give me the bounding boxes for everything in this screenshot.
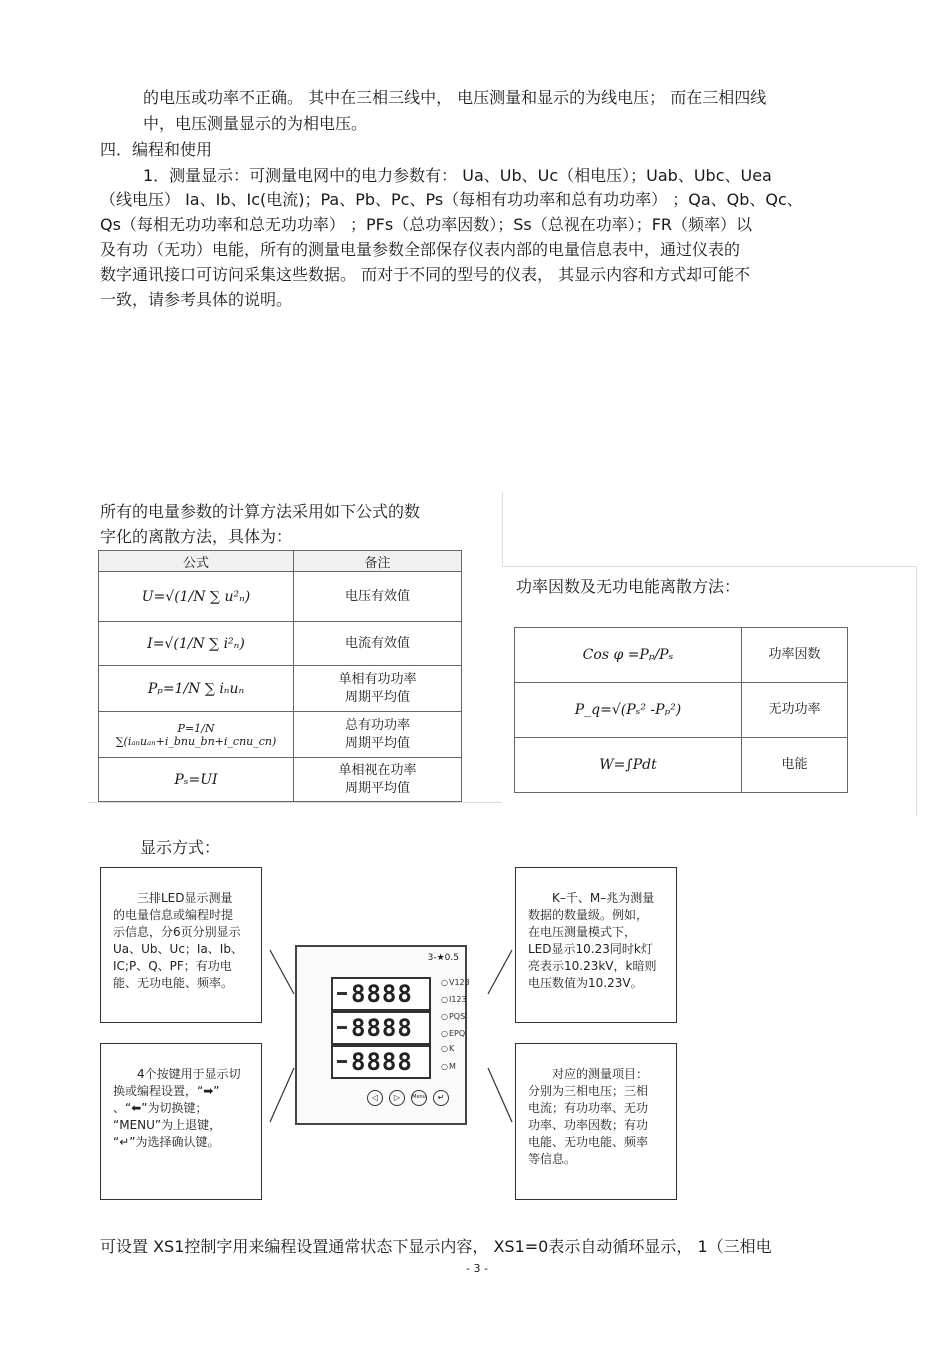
callout-line: 分别为三相电压；三相 [528, 1084, 649, 1098]
table-row [515, 628, 848, 683]
led-display-row-1: 8888 [331, 977, 431, 1011]
pf-title: 功率因数及无功电能离散方法： [516, 577, 741, 596]
led-indicator-epq: ○ EPQ [441, 1029, 465, 1038]
calc-text-line2: 字化的离散方法，具体为： [100, 527, 293, 546]
led-display-row-3: 8888 [331, 1045, 431, 1079]
text-line-1: 的电压或功率不正确。 其中在三相三线中， 电压测量和显示的为线电压； 而在三相四线 [143, 88, 767, 107]
pf-table [514, 627, 848, 793]
led-indicator-k: ○ K [441, 1044, 454, 1053]
formula-cell: Cos φ =Pₚ/Pₛ [515, 628, 742, 683]
table-row [99, 622, 462, 666]
meter-model: 3-★0.5 [427, 953, 459, 963]
para1-line5: 数字通讯接口可访问采集这些数据。 而对于不同的型号的仪表， 其显示内容和方式却可能不 [100, 265, 751, 284]
callout-line: 在电压测量模式下， [528, 925, 637, 939]
callout-top-left [100, 867, 262, 1023]
callout-line: 电能、无功电能、频率 [528, 1135, 649, 1149]
led-indicator-pqs: ○ PQS [441, 1012, 465, 1021]
note-line: 单相视在功率 [338, 762, 417, 778]
meter-panel [295, 945, 470, 1125]
divider [502, 566, 917, 567]
callout-line: Ua、Ub、Uc；Ia、Ib、 [113, 942, 243, 956]
para1-line2: （线电压） Ia、Ib、Ic(电流)；Pa、Pb、Pc、Ps（每相有功功率和总有功功率） ；Qa、Qb、Qc、 [100, 190, 803, 209]
note-line: 总有功功率 [344, 717, 410, 733]
callout-line: “MENU”为上退键， [113, 1118, 222, 1132]
page-number: - 3 - [466, 1262, 488, 1275]
table-row [99, 572, 462, 622]
para1-line4: 及有功（无功）电能，所有的测量电量参数全部保存仪表内部的电量信息表中，通过仪表的 [100, 240, 741, 259]
callout-line: 换或编程设置，“➡” [113, 1084, 220, 1098]
divider [502, 492, 503, 566]
callout-line: 等信息。 [528, 1152, 577, 1166]
callout-line: “↵”为选择确认键。 [113, 1135, 220, 1149]
note-cell [294, 666, 462, 712]
table-row [515, 738, 848, 793]
formula-cell: I=√(1/N ∑ i²ₙ) [99, 622, 294, 666]
callout-line: 对应的测量项目： [552, 1067, 649, 1081]
divider [916, 566, 917, 816]
note-cell: 电能 [742, 738, 848, 793]
callout-line: 能、无功电能、频率。 [113, 976, 234, 990]
note-cell: 电压有效值 [294, 572, 462, 622]
table-row [99, 666, 462, 712]
callout-line: 电流；有功功率、无功 [528, 1101, 649, 1115]
led-display-row-2: 8888 [331, 1011, 431, 1045]
callout-line: 数据的数量级。例如， [528, 908, 649, 922]
note-cell [294, 758, 462, 802]
callout-line: K–千、M–兆为测量 [552, 891, 655, 905]
formula-cell: Pₛ=UI [99, 758, 294, 802]
note-cell [294, 712, 462, 758]
table-row [99, 758, 462, 802]
callout-line: 功率、功率因数；有功 [528, 1118, 649, 1132]
callout-line: LED显示10.23同时k灯 [528, 942, 653, 956]
callout-line: 、“⬅”为切换键； [113, 1101, 208, 1115]
note-cell: 功率因数 [742, 628, 848, 683]
display-title: 显示方式： [140, 838, 221, 857]
table-row [99, 712, 462, 758]
formula-cell: P=1/N ∑(iₐₙuₐₙ+i_bnu_bn+i_cnu_cn) [99, 712, 294, 758]
note-cell: 电流有效值 [294, 622, 462, 666]
note-line: 周期平均值 [344, 735, 410, 751]
formula-cell: U=√(1/N ∑ u²ₙ) [99, 572, 294, 622]
table-header-formula: 公式 [99, 551, 294, 572]
note-line: 周期平均值 [344, 780, 410, 796]
callout-bottom-left [100, 1043, 262, 1200]
para1-line1: 1．测量显示：可测量电网中的电力参数有： Ua、Ub、Uc（相电压）；Uab、Ubc、Uea [143, 166, 772, 185]
note-line: 单相有功功率 [338, 671, 417, 687]
callout-line: 电压数值为10.23V。 [528, 976, 643, 990]
right-arrow-button[interactable]: ▷ [389, 1090, 405, 1106]
note-line: 周期平均值 [344, 689, 410, 705]
callout-line: 的电量信息或编程时提 [113, 908, 234, 922]
enter-button[interactable]: ↵ [433, 1090, 449, 1106]
para1-line3: Qs（每相无功功率和总无功功率） ；PFs（总功率因数）；Ss（总视在功率）；FR（频率）以 [100, 215, 753, 234]
table-header-note: 备注 [294, 551, 462, 572]
calc-text-line1: 所有的电量参数的计算方法采用如下公式的数 [100, 502, 421, 521]
text-line-2: 中，电压测量显示的为相电压。 [143, 114, 368, 133]
para1-line6: 一致，请参考具体的说明。 [100, 290, 293, 309]
formula-table [98, 550, 462, 802]
callout-line: 示信息，分6页分别显示 [113, 925, 241, 939]
formula-cell: Pₚ=1/N ∑ iₙuₙ [99, 666, 294, 712]
left-arrow-button[interactable]: ◁ [367, 1090, 383, 1106]
callout-line: 三排LED显示测量 [137, 891, 233, 905]
formula-cell: P_q=√(Pₛ² -Pₚ²) [515, 683, 742, 738]
callout-line: 4个按键用于显示切 [137, 1067, 241, 1081]
formula-cell: W=∫Pdt [515, 738, 742, 793]
divider [88, 802, 502, 803]
bottom-text-line: 可设置 XS1控制字用来编程设置通常状态下显示内容， XS1=0表示自动循环显示， 1（三相电 [100, 1237, 772, 1256]
callout-line: IC;P、Q、PF；有功电 [113, 959, 232, 973]
callout-bottom-right [515, 1043, 677, 1200]
table-row [515, 683, 848, 738]
led-indicator-m: ○ M [441, 1062, 456, 1071]
led-indicator-v123: ○ V123 [441, 978, 470, 987]
note-cell: 无功功率 [742, 683, 848, 738]
callout-line: 亮表示10.23kV，k暗则 [528, 959, 657, 973]
section-heading-4: 四．编程和使用 [100, 140, 213, 159]
menu-button[interactable]: Menu [411, 1090, 427, 1106]
callout-top-right [515, 867, 677, 1023]
led-indicator-i123: ○ I123 [441, 995, 467, 1004]
